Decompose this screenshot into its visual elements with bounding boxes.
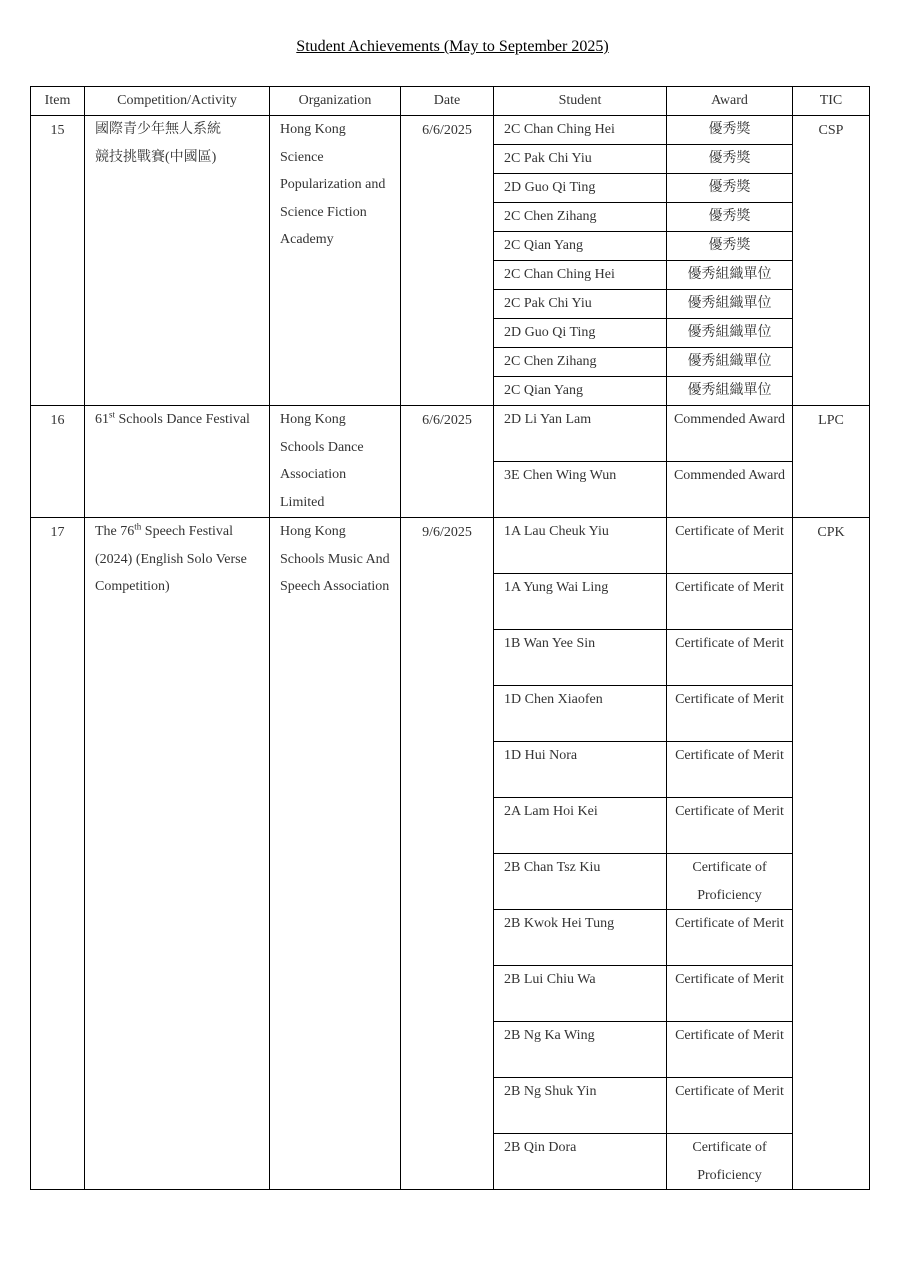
competition-cell xyxy=(85,116,270,406)
award-cell xyxy=(667,377,793,406)
award-text: 優秀組織單位 xyxy=(687,354,772,369)
award-cell xyxy=(667,798,793,854)
tic-cell xyxy=(793,518,870,1190)
student-cell xyxy=(494,966,667,1022)
competition-cell xyxy=(85,518,270,1190)
item-number-text: 16 xyxy=(50,413,65,428)
student-cell xyxy=(494,232,667,261)
competition-text xyxy=(95,406,259,434)
student-cell xyxy=(494,116,667,145)
student-cell xyxy=(494,462,667,518)
student-cell xyxy=(494,319,667,348)
student-name: 2C Chan Ching Hei xyxy=(504,267,615,282)
student-name: 2C Pak Chi Yiu xyxy=(504,296,592,311)
student-cell xyxy=(494,854,667,910)
award-text: 優秀組織單位 xyxy=(687,296,772,311)
tic-text: LPC xyxy=(818,413,844,428)
date-cell xyxy=(401,116,494,406)
student-cell xyxy=(494,174,667,203)
award-text: 優秀組織單位 xyxy=(687,267,772,282)
student-cell xyxy=(494,518,667,574)
student-name: 2A Lam Hoi Kei xyxy=(504,804,598,819)
student-name: 2C Qian Yang xyxy=(504,383,583,398)
student-name: 2D Li Yan Lam xyxy=(504,412,592,427)
header-organization: Organization xyxy=(270,87,401,116)
header-student: Student xyxy=(494,87,667,116)
student-name: 1D Hui Nora xyxy=(504,748,578,763)
award-cell xyxy=(667,574,793,630)
achievements-table xyxy=(30,86,870,1190)
student-name: 2B Qin Dora xyxy=(504,1140,577,1155)
award-cell xyxy=(667,518,793,574)
student-cell xyxy=(494,377,667,406)
organization-cell xyxy=(270,406,401,518)
table-row xyxy=(31,116,870,145)
organization-cell xyxy=(270,518,401,1190)
page-title: Student Achievements (May to September 2025) xyxy=(296,38,609,55)
award-text: Certificate of Merit xyxy=(675,804,784,819)
award-text: 優秀獎 xyxy=(708,180,751,195)
student-name: 1B Wan Yee Sin xyxy=(504,636,596,651)
award-text: Certificate of Merit xyxy=(675,748,784,763)
date-text: 6/6/2025 xyxy=(422,413,472,428)
award-cell xyxy=(667,462,793,518)
student-name: 3E Chen Wing Wun xyxy=(504,468,617,483)
date-text: 6/6/2025 xyxy=(422,123,472,138)
award-text: Certificate of Proficiency xyxy=(692,1140,767,1183)
item-number xyxy=(31,406,85,518)
student-name: 2B Lui Chiu Wa xyxy=(504,972,596,987)
award-cell xyxy=(667,232,793,261)
student-name: 1D Chen Xiaofen xyxy=(504,692,603,707)
award-cell xyxy=(667,290,793,319)
award-cell xyxy=(667,174,793,203)
award-cell xyxy=(667,261,793,290)
award-text: Certificate of Merit xyxy=(675,580,784,595)
student-cell xyxy=(494,574,667,630)
student-cell xyxy=(494,798,667,854)
student-name: 2B Chan Tsz Kiu xyxy=(504,860,601,875)
student-name: 2D Guo Qi Ting xyxy=(504,325,596,340)
student-name: 2C Pak Chi Yiu xyxy=(504,151,592,166)
competition-line: 國際青少年無人系統 xyxy=(95,122,221,137)
tic-text: CSP xyxy=(818,123,844,138)
organization-text: Hong Kong Schools Music And Speech Association xyxy=(280,524,390,594)
student-cell xyxy=(494,1022,667,1078)
award-cell xyxy=(667,319,793,348)
award-cell xyxy=(667,1022,793,1078)
award-cell xyxy=(667,1078,793,1134)
competition-text xyxy=(95,518,259,601)
student-name: 2B Ng Ka Wing xyxy=(504,1028,595,1043)
table-row xyxy=(31,406,870,462)
award-cell xyxy=(667,145,793,174)
student-name: 2C Qian Yang xyxy=(504,238,583,253)
award-cell xyxy=(667,348,793,377)
ordinal-suffix: th xyxy=(134,521,142,532)
student-name: 1A Lau Cheuk Yiu xyxy=(504,524,609,539)
award-cell xyxy=(667,406,793,462)
student-cell xyxy=(494,203,667,232)
award-text: 優秀獎 xyxy=(708,209,751,224)
student-name: 1A Yung Wai Ling xyxy=(504,580,609,595)
student-cell xyxy=(494,630,667,686)
competition-prefix: The 76 xyxy=(95,524,135,539)
award-text: Certificate of Merit xyxy=(675,692,784,707)
award-text: Certificate of Merit xyxy=(675,524,784,539)
item-number xyxy=(31,518,85,1190)
award-text: 優秀獎 xyxy=(708,151,751,166)
student-name: 2C Chen Zihang xyxy=(504,209,597,224)
date-cell xyxy=(401,406,494,518)
header-award: Award xyxy=(667,87,793,116)
tic-text: CPK xyxy=(817,525,845,540)
student-cell xyxy=(494,742,667,798)
student-name: 2D Guo Qi Ting xyxy=(504,180,596,195)
student-cell xyxy=(494,686,667,742)
award-cell xyxy=(667,1134,793,1190)
award-text: 優秀組織單位 xyxy=(687,383,772,398)
competition-cell xyxy=(85,406,270,518)
award-text: Certificate of Merit xyxy=(675,1028,784,1043)
date-cell xyxy=(401,518,494,1190)
award-cell xyxy=(667,910,793,966)
organization-text: Hong Kong Science Popularization and Science Fiction Academy xyxy=(280,122,386,247)
tic-cell xyxy=(793,116,870,406)
award-text: Commended Award xyxy=(673,468,786,483)
header-tic: TIC xyxy=(793,87,870,116)
competition-line: 競技挑戰賽(中國區) xyxy=(95,149,217,165)
award-cell xyxy=(667,742,793,798)
student-name: 2B Kwok Hei Tung xyxy=(504,916,615,931)
award-cell xyxy=(667,966,793,1022)
item-number-text: 15 xyxy=(50,123,65,138)
ordinal-suffix: st xyxy=(109,409,116,420)
award-text: Certificate of Merit xyxy=(675,972,784,987)
student-cell xyxy=(494,1078,667,1134)
award-text: Certificate of Merit xyxy=(675,1084,784,1099)
award-cell xyxy=(667,854,793,910)
award-cell xyxy=(667,116,793,145)
competition-name: Schools Dance Festival xyxy=(115,412,250,427)
header-row xyxy=(31,87,870,116)
student-name: 2B Ng Shuk Yin xyxy=(504,1084,597,1099)
award-text: Commended Award xyxy=(673,412,786,427)
award-text: Certificate of Merit xyxy=(675,636,784,651)
header-competition: Competition/Activity xyxy=(85,87,270,116)
student-cell xyxy=(494,290,667,319)
award-text: 優秀組織單位 xyxy=(687,325,772,340)
student-cell xyxy=(494,145,667,174)
award-text: Certificate of Proficiency xyxy=(692,860,767,903)
student-cell xyxy=(494,348,667,377)
award-text: 優秀獎 xyxy=(708,238,751,253)
award-cell xyxy=(667,203,793,232)
organization-text: Hong Kong Schools Dance Association Limited xyxy=(280,412,364,510)
student-cell xyxy=(494,1134,667,1190)
competition-text xyxy=(95,116,259,171)
date-text: 9/6/2025 xyxy=(422,525,472,540)
competition-number: 61 xyxy=(95,412,109,427)
student-name: 2C Chan Ching Hei xyxy=(504,122,615,137)
student-name: 2C Chen Zihang xyxy=(504,354,597,369)
student-cell xyxy=(494,406,667,462)
student-cell xyxy=(494,261,667,290)
tic-cell xyxy=(793,406,870,518)
header-date: Date xyxy=(401,87,494,116)
competition-name: Speech Festival (2024) (English Solo Verse Competition) xyxy=(95,524,247,594)
header-item: Item xyxy=(31,87,85,116)
award-cell xyxy=(667,630,793,686)
item-number xyxy=(31,116,85,406)
student-cell xyxy=(494,910,667,966)
award-cell xyxy=(667,686,793,742)
award-text: Certificate of Merit xyxy=(675,916,784,931)
table-row xyxy=(31,518,870,574)
organization-cell xyxy=(270,116,401,406)
award-text: 優秀獎 xyxy=(708,122,751,137)
item-number-text: 17 xyxy=(50,525,65,540)
